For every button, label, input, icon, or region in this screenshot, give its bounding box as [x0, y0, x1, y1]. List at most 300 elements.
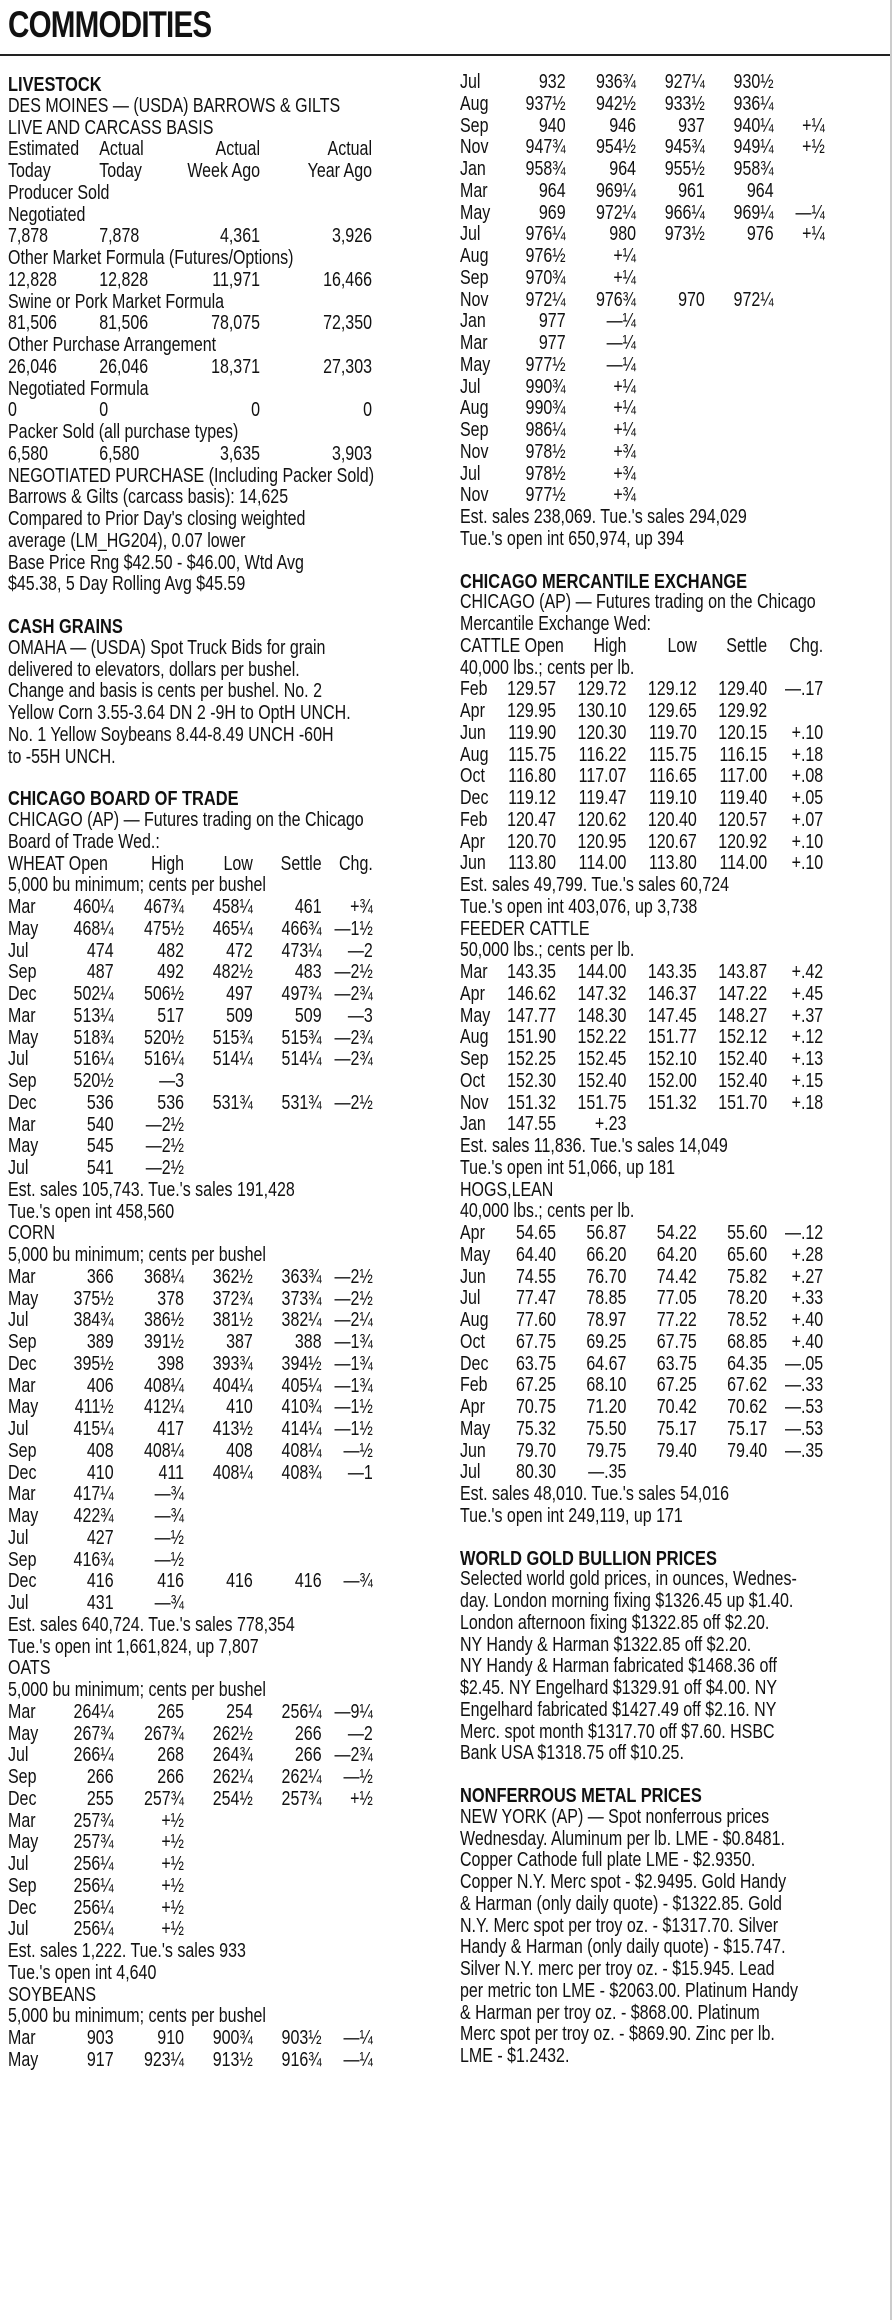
cell: 64.40: [515, 1243, 556, 1266]
table-row: [8, 984, 448, 1006]
cell: Mar: [8, 1700, 36, 1723]
cell: 958¾: [525, 158, 566, 180]
cell: +¾: [613, 440, 636, 463]
cell: 976¼: [525, 223, 566, 246]
cell: 531¾: [212, 1091, 253, 1114]
cell: 410¾: [281, 1396, 322, 1419]
table-row: [460, 1006, 892, 1028]
text-line: Barrows & Gilts (carcass basis): 14,625: [8, 486, 289, 509]
cell: 148.27: [718, 1004, 768, 1027]
cell: 144.00: [577, 961, 627, 983]
section-heading-cash-grains: CASH GRAINS: [8, 615, 123, 638]
text-line: LIVE AND CARCASS BASIS: [8, 116, 214, 139]
cell: 932: [538, 71, 566, 93]
table-row: [8, 1550, 448, 1572]
section-heading-cme: CHICAGO MERCANTILE EXCHANGE: [460, 569, 748, 593]
group-label: Negotiated: [8, 203, 86, 226]
cell: 475½: [143, 917, 184, 940]
cell: 75.50: [586, 1417, 627, 1440]
unit-line: 5,000 bu minimum; cents per bushel: [8, 1679, 266, 1701]
table-row: [8, 2050, 448, 2072]
cell: 408¼: [143, 1374, 184, 1397]
table-row: [460, 268, 892, 290]
cell: 67.25: [515, 1374, 556, 1397]
cell: 923¼: [143, 2048, 184, 2071]
cell: 75.82: [727, 1265, 768, 1288]
cell: 113.80: [508, 852, 556, 875]
cell: 147.32: [577, 982, 627, 1005]
cell: +¼: [613, 375, 636, 398]
cell: Settle: [726, 634, 768, 657]
table-row: [8, 1506, 448, 1528]
text-line: No. 1 Yellow Soybeans 8.44-8.49 UNCH -60H: [8, 723, 334, 746]
cell: Sep: [460, 266, 489, 289]
cell: 116.15: [719, 743, 768, 766]
cell: 69.25: [586, 1330, 627, 1353]
cell: —2¾: [334, 1744, 373, 1767]
table-row: [8, 941, 448, 963]
cell: +¾: [613, 462, 636, 485]
cell: 408¼: [212, 1461, 253, 1484]
cell: 75.17: [656, 1417, 697, 1440]
table-row: [8, 1354, 448, 1376]
cell: 143.87: [718, 961, 768, 983]
cell: Actual: [99, 138, 144, 161]
cell: 976¾: [595, 288, 636, 311]
group-label: Other Market Formula (Futures/Options): [8, 247, 294, 269]
cell: —2½: [334, 1287, 373, 1310]
cell: —¾: [154, 1505, 184, 1527]
text-line: delivered to elevators, dollars per bushel.: [8, 658, 300, 681]
cell: 408¾: [281, 1461, 322, 1484]
cell: 927¼: [664, 71, 705, 93]
cell: 78,075: [211, 312, 260, 335]
cell: —2½: [334, 1091, 373, 1114]
cell: Chg.: [789, 634, 824, 657]
text-line: Bank USA $1318.75 off $10.25.: [460, 1742, 684, 1765]
cell: 366: [86, 1265, 114, 1288]
table-row: [8, 1071, 448, 1093]
cell: +½: [161, 1874, 184, 1897]
table-row: [460, 1027, 892, 1049]
cell: 266: [157, 1766, 184, 1788]
cell: —2¾: [334, 1026, 373, 1049]
cell: —.17: [784, 678, 824, 701]
right-column: [460, 72, 892, 2068]
cell: 64.67: [586, 1352, 627, 1375]
cell: Aug: [460, 1026, 489, 1049]
table-row: [460, 1332, 892, 1354]
cell: 120.47: [507, 808, 556, 831]
cell: 81,506: [8, 312, 57, 335]
cell: 408: [86, 1439, 114, 1462]
spacer: [460, 1528, 892, 1548]
table-row: [460, 442, 892, 464]
table-row: [460, 853, 892, 875]
cell: —1¾: [334, 1374, 373, 1397]
table-row: [8, 1528, 448, 1550]
cell: 116.22: [578, 743, 627, 766]
cell: 256¼: [73, 1918, 114, 1941]
section-heading-nonferrous: NONFERROUS METAL PRICES: [460, 1784, 702, 1807]
cell: Mar: [460, 332, 488, 354]
table-row: [8, 1876, 448, 1898]
text-line: NY Handy & Harman fabricated $1468.36 off: [460, 1655, 777, 1678]
cell: Dec: [460, 1352, 489, 1375]
table-row: [460, 1071, 892, 1093]
cell: 964: [538, 179, 566, 202]
cell: +.33: [791, 1287, 824, 1310]
cell: 363¾: [281, 1265, 322, 1288]
sales-line: Est. sales 640,724. Tue.'s sales 778,354: [8, 1613, 295, 1636]
cell: Jul: [8, 1592, 29, 1614]
cell: Dec: [8, 1570, 37, 1593]
cell: +.40: [791, 1330, 824, 1353]
cell: Sep: [460, 419, 489, 441]
commodity-name: HOGS,LEAN: [460, 1178, 554, 1201]
cell: 146.62: [507, 982, 556, 1005]
cell: 990¾: [525, 397, 566, 420]
cell: Aug: [460, 92, 489, 115]
text-line: Selected world gold prices, in ounces, Wednes-: [460, 1568, 797, 1591]
cell: 27,303: [323, 355, 372, 378]
cell: Dec: [8, 1461, 37, 1484]
text-line: CHICAGO (AP) — Futures trading on the Chicago: [8, 809, 364, 831]
cell: 152.40: [577, 1069, 627, 1092]
cell: 516¼: [73, 1048, 114, 1071]
cell: 408: [226, 1439, 253, 1462]
cell: Feb: [460, 1374, 488, 1397]
cell: +.28: [791, 1243, 824, 1266]
cell: WHEAT Open: [8, 852, 108, 875]
cell: Today: [99, 160, 142, 182]
table-row: [8, 1484, 448, 1506]
cell: 151.75: [577, 1091, 627, 1114]
cell: 26,046: [99, 355, 149, 378]
cell: 256¼: [73, 1853, 114, 1875]
cell: 264¼: [73, 1700, 114, 1723]
table-row: [8, 270, 448, 292]
text-line: & Harman per troy oz. - $868.00. Platinum: [460, 2001, 760, 2024]
cell: 384¾: [73, 1309, 114, 1332]
cell: —.35: [588, 1461, 627, 1484]
cell: 70.62: [727, 1396, 768, 1418]
text-line: per metric ton LME - $2063.00. Platinum Handy: [460, 1979, 798, 2002]
table-row: [8, 226, 448, 248]
cell: May: [8, 1135, 39, 1158]
text-line: NY Handy & Harman $1322.85 off $2.20.: [460, 1633, 752, 1656]
table-row: [460, 224, 892, 246]
cell: 406: [86, 1374, 114, 1397]
cell: 147.55: [507, 1113, 556, 1136]
cell: 64.20: [656, 1243, 697, 1266]
cell: —2½: [334, 961, 373, 984]
cell: Today: [8, 160, 51, 182]
cell: 405¼: [281, 1374, 322, 1397]
cell: 492: [157, 961, 184, 984]
table-row: [460, 832, 892, 854]
cell: 976: [746, 223, 774, 246]
table-row: [8, 962, 448, 984]
text-line: Yellow Corn 3.55-3.64 DN 2 -9H to OptH UNCH.: [8, 702, 351, 724]
cell: 978½: [525, 440, 566, 463]
cell: +.05: [791, 787, 824, 809]
cell: 256¼: [281, 1700, 322, 1723]
table-row: [460, 810, 892, 832]
cell: —1½: [334, 1396, 373, 1419]
cell: 79.75: [586, 1439, 627, 1462]
cell: Actual: [327, 138, 372, 161]
cell: Mar: [8, 1809, 36, 1832]
cell: 393¾: [212, 1352, 253, 1375]
cell: Jul: [8, 1157, 29, 1179]
cell: May: [460, 353, 491, 376]
cell: 969¼: [595, 179, 636, 202]
commodity-name: OATS: [8, 1657, 51, 1680]
table-row: [460, 1462, 892, 1484]
cell: 964: [746, 179, 774, 202]
cell: 74.42: [656, 1265, 697, 1288]
cell: 54.22: [656, 1222, 697, 1244]
cell: 986¼: [525, 419, 566, 441]
cell: 414¼: [281, 1418, 322, 1440]
cell: —¼: [606, 332, 636, 354]
cell: 404¼: [212, 1374, 253, 1397]
cell: —½: [343, 1439, 373, 1462]
left-column: [8, 74, 448, 2072]
table-row: [460, 679, 892, 701]
cell: 398: [157, 1352, 184, 1375]
cell: 375½: [73, 1287, 114, 1310]
cell: Week Ago: [187, 160, 260, 182]
cell: —.05: [784, 1352, 824, 1375]
cell: +.40: [791, 1309, 824, 1331]
cell: 466¾: [281, 917, 322, 940]
cell: 517: [157, 1004, 184, 1027]
cell: —2½: [334, 1265, 373, 1288]
cell: Mar: [8, 1483, 36, 1506]
cell: 972¼: [525, 288, 566, 311]
text-line: Change and basis is cents per bushel. No. 2: [8, 680, 322, 703]
cell: 114.00: [719, 852, 768, 875]
cell: Oct: [460, 765, 485, 788]
column-header: [460, 636, 892, 658]
cell: 117.00: [719, 765, 768, 788]
cell: 26,046: [8, 355, 57, 378]
cell: 151.32: [507, 1091, 556, 1114]
table-row: [8, 1332, 448, 1354]
cell: Jul: [8, 1853, 29, 1875]
table-row: [8, 444, 448, 466]
cell: 129.92: [718, 700, 768, 722]
cell: 68.10: [586, 1374, 627, 1397]
table-row: [460, 181, 892, 203]
cell: —9¼: [334, 1700, 373, 1723]
cell: Aug: [460, 1309, 489, 1331]
cell: —2: [347, 1722, 373, 1745]
section-heading-cbot: CHICAGO BOARD OF TRADE: [8, 787, 239, 811]
cell: 980: [609, 223, 636, 246]
cell: 536: [157, 1091, 184, 1114]
table-row: [460, 420, 892, 442]
table-row: [8, 1093, 448, 1115]
unit-line: 5,000 bu minimum; cents per bushel: [8, 2005, 266, 2028]
table-row: [460, 290, 892, 312]
cell: 152.12: [718, 1026, 768, 1049]
cell: +¼: [802, 114, 825, 137]
cell: 536: [86, 1091, 114, 1114]
table-row: [460, 377, 892, 399]
cell: Mar: [8, 1265, 36, 1288]
cell: 531¾: [281, 1091, 322, 1114]
cell: 973½: [664, 223, 705, 246]
table-row: [460, 398, 892, 420]
cell: 72,350: [323, 312, 372, 335]
table-row: [460, 464, 892, 486]
cell: 933½: [664, 92, 705, 115]
table-row: [8, 1811, 448, 1833]
text-line: OMAHA — (USDA) Spot Truck Bids for grain: [8, 636, 326, 659]
cell: 56.87: [586, 1222, 627, 1244]
table-row: [8, 1767, 448, 1789]
cell: Sep: [8, 1070, 37, 1092]
cell: +½: [161, 1853, 184, 1875]
cell: —½: [154, 1526, 184, 1549]
cell: 267¾: [73, 1722, 114, 1745]
text-line: Base Price Rng $42.50 - $46.00, Wtd Avg: [8, 551, 304, 574]
cell: 120.15: [718, 721, 768, 744]
cell: Sep: [8, 1874, 37, 1897]
cell: May: [8, 1026, 39, 1049]
table-row: [460, 984, 892, 1006]
cell: 77.47: [515, 1287, 556, 1310]
cell: Mar: [8, 896, 36, 918]
cell: 900¾: [212, 2027, 253, 2049]
cell: 129.57: [507, 678, 556, 701]
cell: 67.75: [656, 1330, 697, 1353]
group-label: Producer Sold: [8, 181, 110, 204]
table-row: [460, 203, 892, 225]
text-line: & Harman (only daily quote) - $1322.85. Gold: [460, 1892, 782, 1915]
cell: +¼: [613, 245, 636, 267]
cell: Apr: [460, 830, 485, 853]
cell: —¼: [795, 201, 825, 224]
cell: 976½: [525, 245, 566, 267]
cell: 427: [86, 1526, 114, 1549]
cell: 964: [609, 158, 636, 180]
cell: 389: [86, 1331, 114, 1353]
table-row: [460, 1441, 892, 1463]
cell: —2¾: [334, 1048, 373, 1071]
spacer: [8, 596, 448, 616]
cell: Chg.: [339, 852, 373, 875]
cell: CATTLE Open: [460, 634, 564, 657]
cell: 458¼: [212, 896, 253, 918]
cell: —¼: [606, 353, 636, 376]
cell: Jul: [8, 1418, 29, 1440]
cell: 362½: [212, 1265, 253, 1288]
cell: 373¾: [281, 1287, 322, 1310]
table-row: [460, 159, 892, 181]
table-row: [8, 1702, 448, 1724]
cell: High: [593, 634, 627, 657]
cell: —½: [343, 1766, 373, 1788]
cell: 472: [226, 939, 253, 962]
cell: 267¾: [143, 1722, 184, 1745]
cell: +.23: [594, 1113, 627, 1136]
table-row: [460, 1245, 892, 1267]
cell: 120.92: [718, 830, 768, 853]
cell: 11,971: [212, 268, 260, 291]
table-row: [460, 788, 892, 810]
cell: May: [460, 1243, 491, 1266]
table-row: [460, 766, 892, 788]
table-row: [8, 1898, 448, 1920]
cell: 966¼: [664, 201, 705, 224]
cell: 117.07: [578, 765, 627, 788]
cell: 119.70: [649, 721, 697, 744]
unit-line: 5,000 bu minimum; cents per bushel: [8, 1244, 266, 1266]
text-line: Mercantile Exchange Wed:: [460, 613, 651, 635]
text-line: Compared to Prior Day's closing weighted: [8, 508, 306, 530]
sales-line: Est. sales 11,836. Tue.'s sales 14,049: [460, 1135, 728, 1157]
cell: 0: [99, 399, 109, 422]
cell: 67.75: [515, 1330, 556, 1353]
cell: 910: [157, 2027, 184, 2049]
cell: 143.35: [507, 961, 556, 983]
text-line: Wednesday. Aluminum per lb. LME - $0.8481.: [460, 1827, 785, 1850]
cell: —.53: [784, 1396, 824, 1418]
cell: 372¾: [212, 1287, 253, 1310]
table-row: [460, 94, 892, 116]
table-row: [460, 1354, 892, 1376]
cell: 386½: [143, 1309, 184, 1332]
table-row: [460, 1375, 892, 1397]
group-label: Packer Sold (all purchase types): [8, 421, 239, 443]
cell: 474: [86, 939, 114, 962]
cell: 115.75: [508, 743, 556, 766]
cell: 416: [86, 1570, 114, 1593]
open-int-line: Tue.'s open int 1,661,824, up 7,807: [8, 1635, 259, 1658]
cell: May: [460, 1417, 491, 1440]
unit-line: 40,000 lbs.; cents per lb.: [460, 1200, 635, 1223]
cell: 77.22: [656, 1309, 697, 1331]
cell: +½: [161, 1809, 184, 1832]
cell: 461: [294, 896, 322, 918]
cell: Oct: [460, 1330, 485, 1353]
cell: +.10: [791, 830, 824, 853]
cell: 977½: [525, 484, 566, 507]
sales-line: Est. sales 49,799. Tue.'s sales 60,724: [460, 874, 729, 896]
text-line: Handy & Harman (only daily quote) - $15.747.: [460, 1936, 786, 1959]
cell: 940¼: [733, 114, 774, 137]
cell: Jan: [460, 1113, 486, 1136]
group-label: Negotiated Formula: [8, 377, 149, 400]
text-line: Merc. spot month $1317.70 off $7.60. HSBC: [460, 1720, 775, 1743]
cell: 116.80: [508, 765, 556, 788]
cell: Jul: [460, 375, 481, 398]
cell: Dec: [460, 787, 489, 809]
text-line: Copper N.Y. Merc spot - $2.9495. Gold Handy: [460, 1871, 787, 1893]
cell: 130.10: [577, 700, 627, 722]
cell: 473¼: [281, 939, 322, 962]
cell: Nov: [460, 440, 489, 463]
cell: 515¾: [212, 1026, 253, 1049]
column-header: [8, 854, 448, 876]
cell: 78.97: [586, 1309, 627, 1331]
cell: 254½: [212, 1787, 253, 1810]
table-row: [8, 1136, 448, 1158]
